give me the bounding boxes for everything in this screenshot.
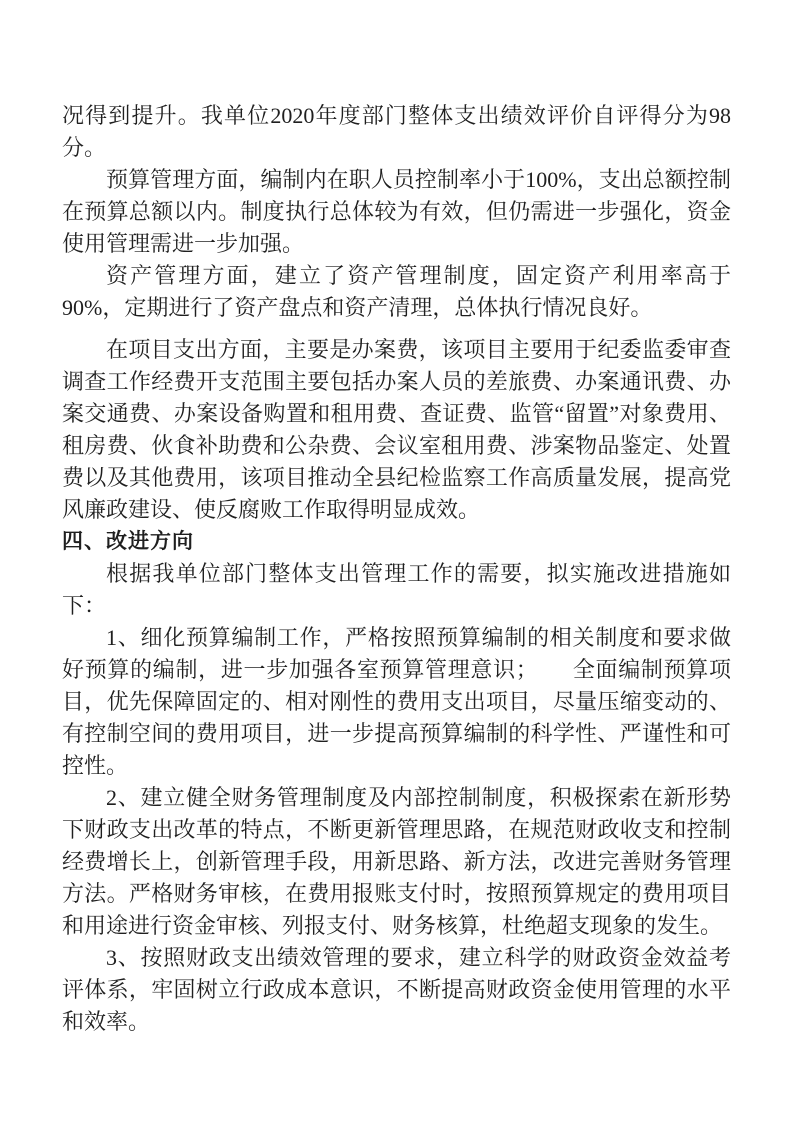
document-body — [62, 100, 731, 1038]
paragraph: 3、按照财政支出绩效管理的要求，建立科学的财政资金效益考评体系，牢固树立行政成本意识，不断提高财政资金使用管理的水平和效率。 — [62, 945, 731, 1034]
paragraph: 况得到提升。我单位2020年度部门整体支出绩效评价自评得分为98分。 — [62, 103, 731, 160]
paragraph: 资产管理方面，建立了资产管理制度，固定资产利用率高于90%，定期进行了资产盘点和资产清理，总体执行情况良好。 — [62, 263, 731, 320]
paragraph: 根据我单位部门整体支出管理工作的需要，拟实施改进措施如下： — [62, 561, 731, 618]
paragraph: 预算管理方面，编制内在职人员控制率小于100%，支出总额控制在预算总额以内。制度执行总体较为有效，但仍需进一步强化，资金使用管理需进一步加强。 — [62, 167, 731, 256]
paragraph: 2、建立健全财务管理制度及内部控制制度，积极探索在新形势下财政支出改革的特点，不断更新管理思路，在规范财政收支和控制经费增长上，创新管理手段，用新思路、新方法，改进完善财务管理方法。严格财务审核，在费用报账支付时，按照预算规定的费用项目和用途进行资金审核、列报支付、财务核算，杜绝超支现象的发生。 — [62, 785, 731, 938]
paragraph: 1、细化预算编制工作，严格按照预算编制的相关制度和要求做好预算的编制，进一步加强各室预算管理意识； 全面编制预算项目，优先保障固定的、相对刚性的费用支出项目，尽量压缩变动的、有控制空间的费用项目，进一步提高预算编制的科学性、严谨性和可控性。 — [62, 625, 731, 778]
paragraph: 在项目支出方面，主要是办案费，该项目主要用于纪委监委审查调查工作经费开支范围主要包括办案人员的差旅费、办案通讯费、办案交通费、办案设备购置和租用费、查证费、监管“留置”对象费用、租房费、伙食补助费和公杂费、会议室租用费、涉案物品鉴定、处置费以及其他费用，该项目推动全县纪检监察工作高质量发展，提高党风廉政建设、使反腐败工作取得明显成效。 — [62, 337, 731, 522]
section-heading: 四、改进方向 — [62, 530, 194, 553]
